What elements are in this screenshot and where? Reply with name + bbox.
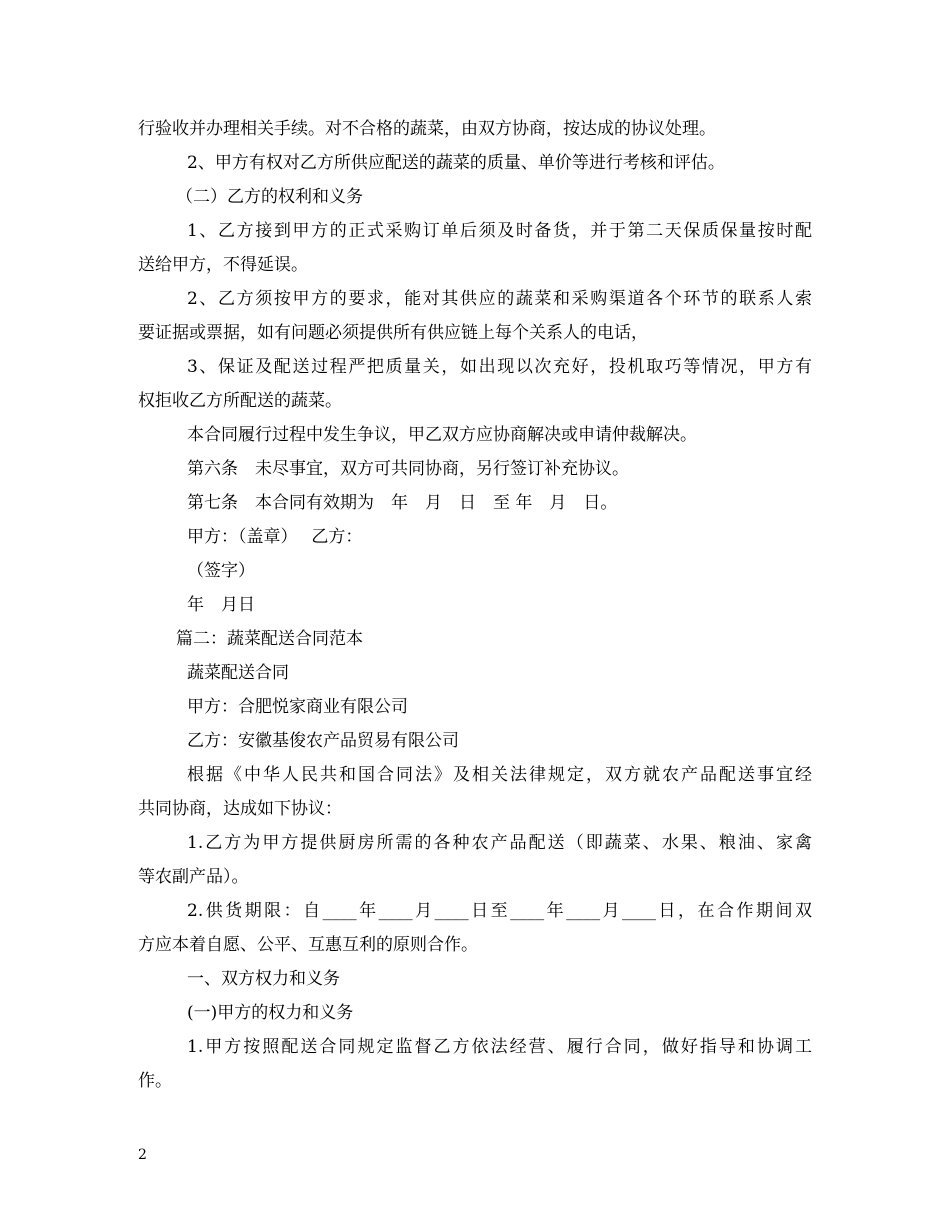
article-seven: 第七条 本合同有效期为 年 月 日 至 年 月 日。 xyxy=(187,493,618,513)
paragraph-line: 2、甲方有权对乙方所供应配送的蔬菜的质量、单价等进行考核和评估。 xyxy=(187,153,725,173)
article-six: 第六条 未尽事宜，双方可共同协商，另行签订补充协议。 xyxy=(187,459,629,479)
paragraph-line: 根据《中华人民共和国合同法》及相关法律规定，双方就农产品配送事宜经 xyxy=(187,765,812,785)
party-a: 甲方：合肥悦家商业有限公司 xyxy=(187,697,408,717)
paragraph-line: 1、乙方接到甲方的正式采购订单后须及时备货，并于第二天保质保量按时配 xyxy=(187,221,812,241)
signature-line: （签字） xyxy=(187,561,255,581)
paragraph-line: 作。 xyxy=(138,1071,172,1091)
paragraph-line: 2、乙方须按甲方的要求，能对其供应的蔬菜和采购渠道各个环节的联系人索 xyxy=(187,289,812,309)
paragraph-line: 权拒收乙方所配送的蔬菜。 xyxy=(138,391,342,411)
subsection-heading: (一)甲方的权力和义务 xyxy=(187,1003,354,1023)
paragraph-line: 共同协商，达成如下协议： xyxy=(138,799,342,819)
paragraph-line: 等农副产品）。 xyxy=(138,867,249,887)
paragraph-line: 送给甲方，不得延误。 xyxy=(138,255,308,275)
paragraph-line: 3、保证及配送过程严把质量关，如出现以次充好，投机取巧等情况，甲方有 xyxy=(187,357,812,377)
paragraph-line: 行验收并办理相关手续。对不合格的蔬菜，由双方协商，按达成的协议处理。 xyxy=(138,119,716,139)
section-heading: 一、双方权力和义务 xyxy=(187,969,340,989)
party-seal-line: 甲方：（盖章） 乙方： xyxy=(187,527,363,547)
chapter-heading: 篇二：蔬菜配送合同范本 xyxy=(176,629,363,649)
paragraph-line: 1.甲方按照配送合同规定监督乙方依法经营、履行合同，做好指导和协调工 xyxy=(187,1037,812,1057)
paragraph-line: 方应本着自愿、公平、互惠互利的原则合作。 xyxy=(138,935,478,955)
date-line: 年 月日 xyxy=(187,595,255,615)
contract-title: 蔬菜配送合同 xyxy=(187,663,289,683)
paragraph-line: 2.供货期限：自____年____月____日至____年____月____日，在合作期间双 xyxy=(187,901,812,921)
paragraph-line: 1.乙方为甲方提供厨房所需的各种农产品配送（即蔬菜、水果、粮油、家禽 xyxy=(187,833,812,853)
paragraph-line: 本合同履行过程中发生争议，甲乙双方应协商解决或申请仲裁解决。 xyxy=(187,425,697,445)
party-b: 乙方：安徽基俊农产品贸易有限公司 xyxy=(187,731,459,751)
page-number: 2 xyxy=(138,1147,147,1163)
section-heading: （二）乙方的权利和义务 xyxy=(176,187,363,207)
paragraph-line: 要证据或票据，如有问题必须提供所有供应链上每个关系人的电话， xyxy=(138,323,648,343)
